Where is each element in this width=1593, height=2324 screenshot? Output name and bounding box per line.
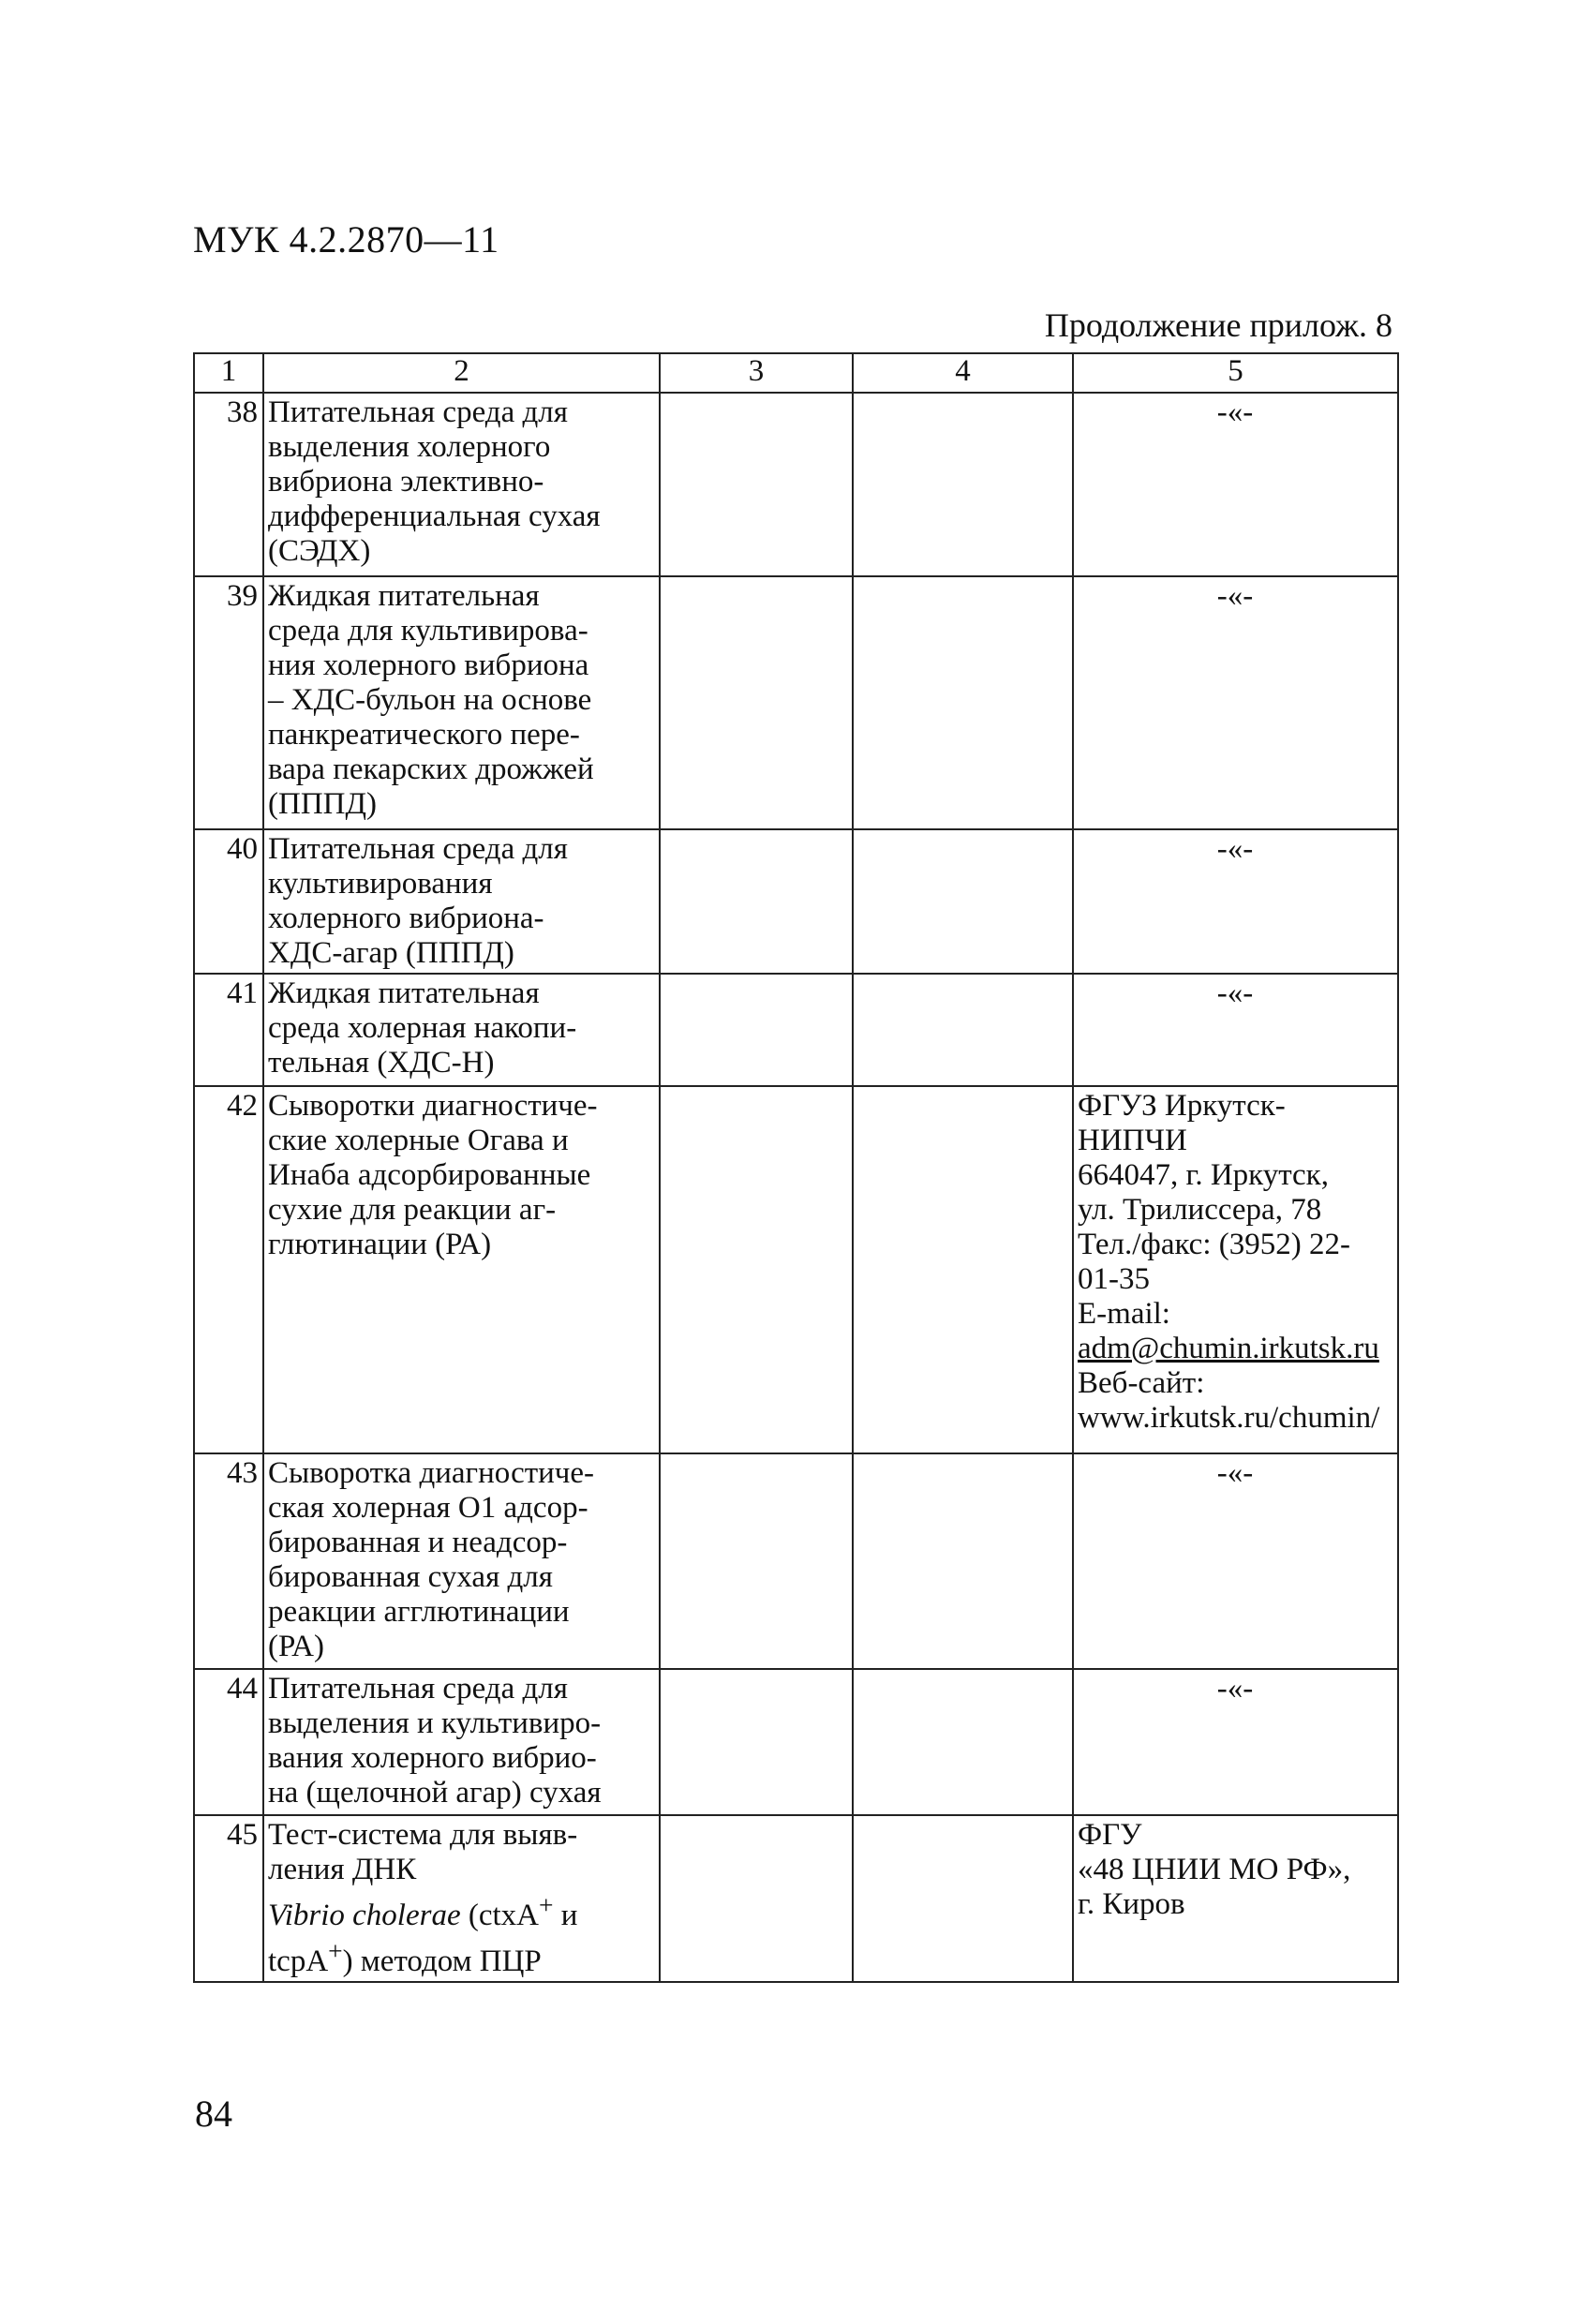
name-line	[268, 1887, 654, 1933]
empty-cell-col3	[660, 1815, 853, 1982]
product-name	[263, 1086, 660, 1453]
name-line: Жидкая питательная	[268, 579, 540, 613]
name-line: вибриона элективно-	[268, 465, 544, 499]
contact-line: 01-35	[1078, 1262, 1150, 1296]
name-line: Сыворотка диагностиче-	[268, 1456, 595, 1490]
contact-line: E-mail:	[1078, 1297, 1170, 1331]
name-line: ления ДНК	[268, 1853, 417, 1886]
name-line: ХДС-агар (ПППД)	[268, 936, 514, 970]
table-row	[194, 1815, 1398, 1982]
document-code: МУК 4.2.2870—11	[193, 218, 499, 261]
contact-line: НИПЧИ	[1078, 1124, 1187, 1157]
name-line: бированная и неадсор-	[268, 1526, 568, 1559]
row-number: 43	[194, 1453, 263, 1669]
empty-cell-col3	[660, 974, 853, 1086]
contact-line: ФГУЗ Иркутск-	[1078, 1089, 1286, 1123]
name-line: ские холерные Огава и	[268, 1124, 569, 1157]
contact-line: ул. Трилиссера, 78	[1078, 1193, 1322, 1227]
name-line: Тест-система для выяв-	[268, 1818, 578, 1852]
product-name	[263, 576, 660, 829]
gene-label: (ctxA	[460, 1899, 539, 1932]
product-name	[263, 1815, 660, 1982]
name-line: выделения холерного	[268, 430, 551, 464]
column-header-1: 1	[194, 353, 263, 393]
name-line: на (щелочной агар) сухая	[268, 1776, 602, 1810]
row-number: 38	[194, 393, 263, 576]
email-link[interactable]: adm@chumin.irkutsk.ru	[1078, 1332, 1379, 1365]
name-line: среда холерная накопи-	[268, 1011, 577, 1045]
table-row	[194, 1086, 1398, 1453]
name-line: (РА)	[268, 1630, 324, 1663]
contact-line: «48 ЦНИИ МО РФ»,	[1078, 1853, 1351, 1886]
name-line: Питательная среда для	[268, 1672, 568, 1706]
name-line: бированная сухая для	[268, 1560, 553, 1594]
name-line: (СЭДХ)	[268, 534, 371, 568]
page-number: 84	[195, 2093, 232, 2135]
column-header-5: 5	[1073, 353, 1398, 393]
gene-label: tcpA	[268, 1944, 329, 1978]
row-number: 45	[194, 1815, 263, 1982]
table-row	[194, 1669, 1398, 1815]
empty-cell-col4	[853, 974, 1073, 1086]
name-line: глютинации (РА)	[268, 1228, 492, 1261]
column-number-row	[194, 353, 1398, 393]
empty-cell-col4	[853, 393, 1073, 576]
row-number: 44	[194, 1669, 263, 1815]
empty-cell-col4	[853, 576, 1073, 829]
empty-cell-col3	[660, 393, 853, 576]
manufacturer-contact	[1073, 1086, 1398, 1453]
ditto-mark: -«-	[1073, 393, 1398, 576]
row-number: 41	[194, 974, 263, 1086]
name-line: вара пекарских дрожжей	[268, 752, 594, 786]
row-number: 42	[194, 1086, 263, 1453]
name-line: Питательная среда для	[268, 832, 568, 866]
row-number: 40	[194, 829, 263, 974]
name-line: – ХДС-бульон на основе	[268, 683, 592, 717]
empty-cell-col3	[660, 829, 853, 974]
website-link[interactable]: www.irkutsk.ru/chumin/	[1078, 1401, 1380, 1435]
name-line: тельная (ХДС-Н)	[268, 1046, 495, 1080]
manufacturer-contact	[1073, 1815, 1398, 1982]
method-text: ) методом ПЦР	[342, 1944, 542, 1978]
conjunction: и	[553, 1899, 578, 1932]
table-row	[194, 393, 1398, 576]
product-name	[263, 1669, 660, 1815]
name-line: вания холерного вибрио-	[268, 1741, 597, 1775]
empty-cell-col4	[853, 1086, 1073, 1453]
contact-line: 664047, г. Иркутск,	[1078, 1158, 1329, 1192]
name-line: Сыворотки диагностиче-	[268, 1089, 598, 1123]
ditto-mark: -«-	[1073, 1453, 1398, 1669]
contact-line: ФГУ	[1078, 1818, 1142, 1852]
name-line: Питательная среда для	[268, 395, 568, 429]
name-line: дифференциальная сухая	[268, 499, 601, 533]
ditto-mark: -«-	[1073, 829, 1398, 974]
name-line: ская холерная О1 адсор-	[268, 1491, 588, 1525]
empty-cell-col4	[853, 829, 1073, 974]
name-line: Жидкая питательная	[268, 976, 540, 1010]
name-line: панкреатического пере-	[268, 718, 580, 752]
empty-cell-col4	[853, 1453, 1073, 1669]
contact-line: Тел./факс: (3952) 22-	[1078, 1228, 1350, 1261]
species-name: Vibrio cholerae	[268, 1899, 461, 1932]
empty-cell-col3	[660, 1086, 853, 1453]
superscript-plus: +	[538, 1890, 554, 1919]
column-header-3: 3	[660, 353, 853, 393]
name-line: (ПППД)	[268, 787, 377, 821]
empty-cell-col4	[853, 1815, 1073, 1982]
empty-cell-col3	[660, 1669, 853, 1815]
table-row	[194, 974, 1398, 1086]
product-name	[263, 1453, 660, 1669]
empty-cell-col3	[660, 576, 853, 829]
product-name	[263, 829, 660, 974]
name-line: холерного вибриона-	[268, 901, 544, 935]
empty-cell-col4	[853, 1669, 1073, 1815]
column-header-4: 4	[853, 353, 1073, 393]
appendix-table	[193, 352, 1399, 1983]
contact-line: Веб-сайт:	[1078, 1366, 1205, 1400]
name-line: сухие для реакции аг-	[268, 1193, 557, 1227]
name-line: среда для культивирова-	[268, 614, 588, 648]
name-line: культивирования	[268, 867, 493, 901]
row-number: 39	[194, 576, 263, 829]
ditto-mark: -«-	[1073, 576, 1398, 829]
contact-line: г. Киров	[1078, 1887, 1185, 1921]
ditto-mark: -«-	[1073, 1669, 1398, 1815]
name-line: реакции агглютинации	[268, 1595, 570, 1629]
table-row	[194, 1453, 1398, 1669]
column-header-2: 2	[263, 353, 660, 393]
table-row	[194, 576, 1398, 829]
name-line: выделения и культивиро-	[268, 1706, 602, 1740]
product-name	[263, 974, 660, 1086]
name-line	[268, 1933, 654, 1979]
empty-cell-col3	[660, 1453, 853, 1669]
name-line: Инаба адсорбированные	[268, 1158, 591, 1192]
name-line: ния холерного вибриона	[268, 648, 589, 682]
continuation-caption: Продолжение прилож. 8	[1044, 306, 1392, 344]
superscript-plus: +	[328, 1936, 343, 1965]
ditto-mark: -«-	[1073, 974, 1398, 1086]
product-name	[263, 393, 660, 576]
table-row	[194, 829, 1398, 974]
